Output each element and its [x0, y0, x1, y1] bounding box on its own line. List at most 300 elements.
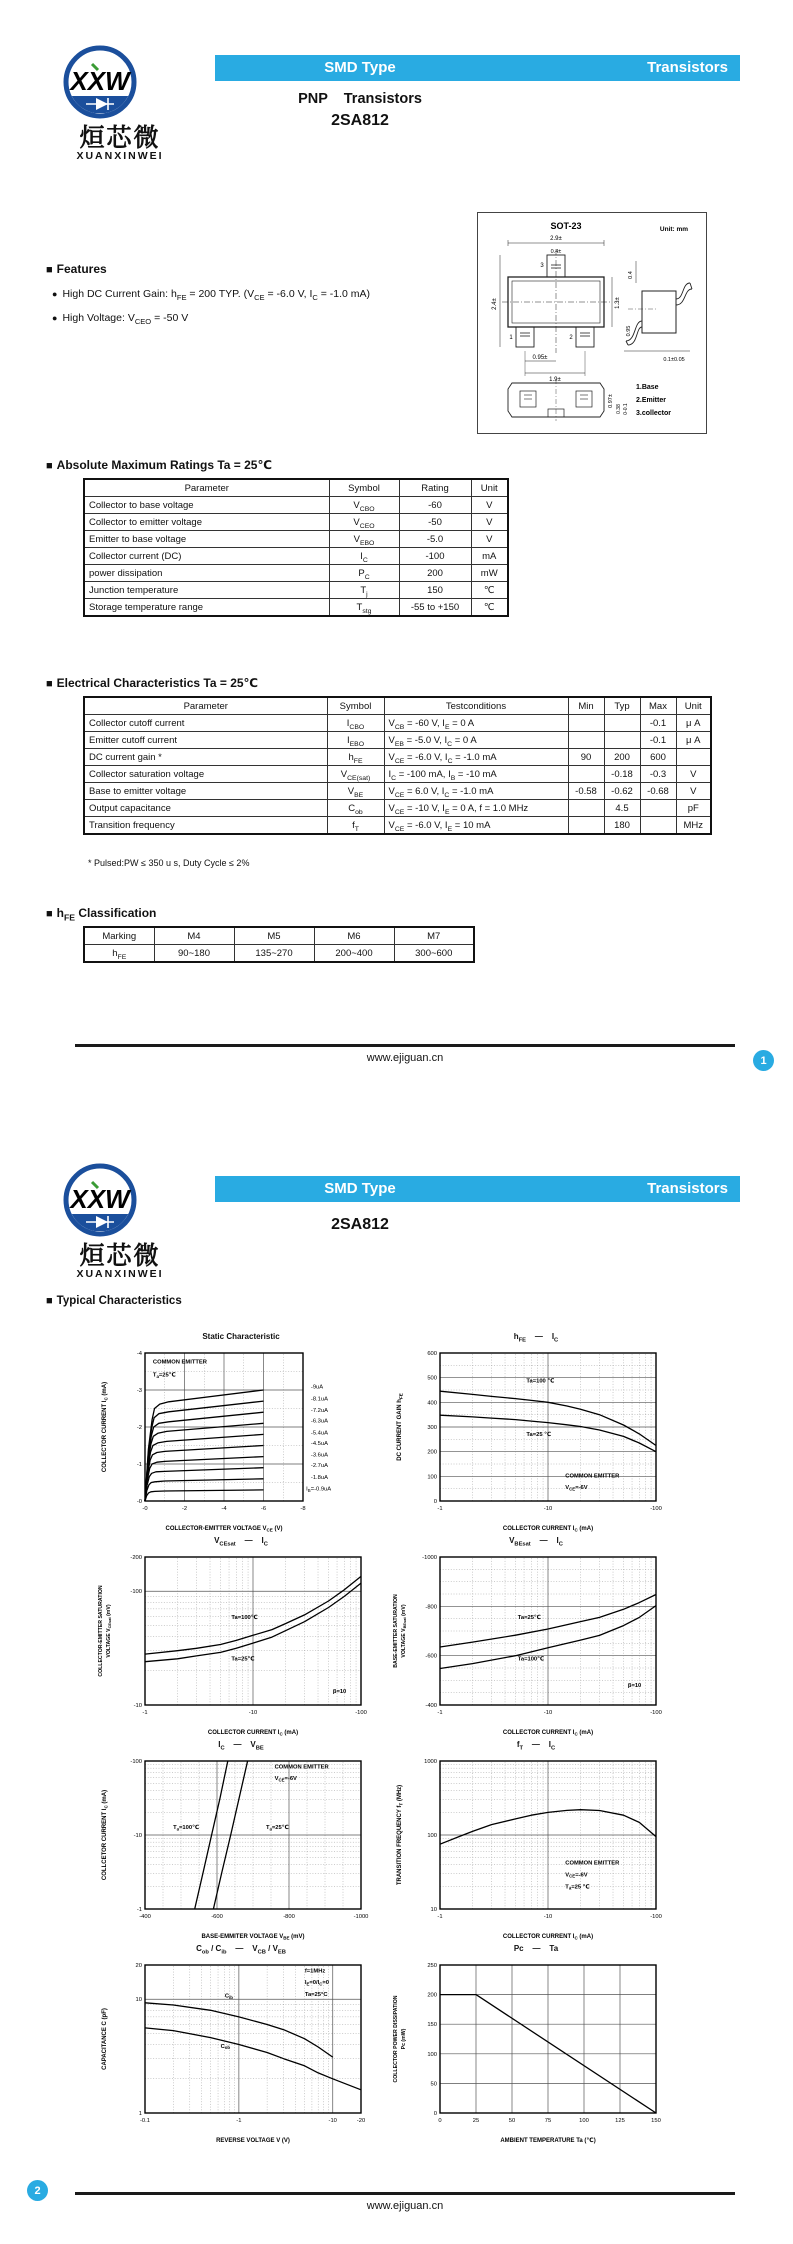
chart-static-characteristic-plot — [95, 1345, 387, 1533]
svg-text:VCE=-6V: $V_{CE}=-6V$ — [274, 1776, 297, 1783]
chart-capacitance-vs-voltage-plot — [95, 1957, 387, 2145]
svg-text:BASE-EMITTER SATURATION: BASE-EMITTER SATURATION — [393, 1594, 399, 1668]
svg-text:250: 250 — [427, 1963, 437, 1969]
svg-text:-6: -6 — [260, 1506, 267, 1512]
svg-text:-10: -10 — [328, 2118, 337, 2124]
chart-title: $I_C$ — $V_{BE}$ — [218, 1740, 264, 1752]
svg-text:COMMON EMITTER: COMMON EMITTER — [565, 1473, 620, 1480]
dim-foot-thickness: 0.1±0.05 — [663, 357, 685, 363]
table-cell: $V_{CB} = -60$ V, $I_E = 0$ A — [384, 715, 568, 732]
dim-lead-pitch: 0.95± — [532, 355, 548, 361]
svg-text:-100: -100 — [130, 1759, 142, 1765]
table-row — [84, 800, 711, 817]
svg-text:-100: -100 — [130, 1589, 142, 1596]
svg-text:100: 100 — [427, 1474, 437, 1481]
table-cell: μ A — [676, 732, 711, 749]
chart-title: Static Characteristic — [202, 1332, 280, 1341]
column-header: Rating — [399, 479, 471, 497]
svg-text:-400: -400 — [139, 1914, 151, 1920]
svg-text:COMMON EMITTER: COMMON EMITTER — [274, 1764, 329, 1771]
hfe-class-section-title: ■ $h_{FE}$ Classification — [46, 906, 157, 923]
svg-text:Ta=25℃: $T_a=25℃$ — [152, 1372, 176, 1379]
svg-text:-100: -100 — [355, 1710, 367, 1716]
svg-text:REVERSE VOLTAGE V (V): REVERSE VOLTAGE V (V) — [216, 2138, 290, 2144]
svg-text:0: 0 — [433, 1499, 437, 1505]
svg-text:COLLECTOR-EMITTER SATURATION: COLLECTOR-EMITTER SATURATION — [98, 1585, 104, 1677]
svg-text:VCE=-6V: $V_{CE}=-6V$ — [565, 1485, 588, 1492]
svg-text:-1: -1 — [142, 1710, 148, 1716]
svg-text:-2: -2 — [136, 1425, 142, 1431]
svg-text:-0: -0 — [142, 1506, 148, 1512]
table-cell — [568, 800, 604, 817]
table-cell: 90~180 — [154, 945, 234, 963]
hfe-class-table — [83, 926, 475, 963]
table-cell: Junction temperature — [84, 582, 329, 599]
section-marker: ■ — [46, 1295, 53, 1307]
svg-text:COLLECTOR-EMITTER VOLTAGE VCE: COLLECTOR-EMITTER VOLTAGE $V_{CE}$ (V) — [165, 1526, 283, 1533]
table-row — [84, 766, 711, 783]
svg-text:Cob: $C_{ob}$ — [220, 2043, 231, 2051]
svg-text:-1: -1 — [136, 1907, 142, 1913]
svg-text:-1000: -1000 — [353, 1914, 369, 1920]
chart-ic-vs-vbe — [95, 1740, 387, 1941]
svg-text:-100: -100 — [650, 1506, 662, 1512]
table-cell: 200 — [604, 749, 640, 766]
svg-text:125: 125 — [615, 2118, 625, 2124]
svg-text:Ta=25°C: Ta=25°C — [304, 1992, 328, 1999]
chart-pc-vs-ta-plot — [390, 1957, 682, 2145]
pin-legend-base: 1.Base — [636, 384, 659, 391]
logo-letters: XXW — [70, 1184, 130, 1214]
svg-text:150: 150 — [427, 2022, 437, 2029]
svg-text:-10: -10 — [543, 1710, 553, 1716]
abs-max-section-title: ■ Absolute Maximum Ratings Ta = 25℃ — [46, 458, 273, 472]
table-cell: Emitter to base voltage — [84, 531, 329, 548]
svg-text:-800: -800 — [425, 1604, 437, 1611]
column-header: Unit — [676, 697, 711, 715]
abs-max-table — [83, 478, 509, 617]
table-cell: $P_C$ — [329, 565, 399, 582]
table-cell: V — [471, 531, 508, 548]
table-cell — [568, 817, 604, 835]
svg-text:-4: -4 — [221, 1506, 227, 1512]
table-cell: -0.58 — [568, 783, 604, 800]
table-cell: -0.1 — [640, 732, 676, 749]
svg-text:0: 0 — [438, 2118, 442, 2124]
table-cell: ℃ — [471, 599, 508, 617]
table-cell: V — [676, 783, 711, 800]
svg-text:Ta=25 ℃: $T_a=25$ ℃ — [565, 1884, 590, 1891]
svg-text:Ta=100℃: $T_a=100℃$ — [173, 1825, 200, 1832]
svg-text:COMMON EMITTER: COMMON EMITTER — [152, 1359, 208, 1366]
table-cell: $T_j$ — [329, 582, 399, 599]
svg-text:Ta=25℃: $T_a=25℃$ — [265, 1825, 289, 1832]
svg-text:100: 100 — [427, 2051, 437, 2058]
table-cell — [676, 749, 711, 766]
dim-body-inner: 1.3± — [615, 297, 621, 309]
table-cell: Emitter cutoff current — [84, 732, 327, 749]
svg-text:IB=-0.9uA: $I_B=-0.9uA$ — [306, 1486, 332, 1493]
svg-text:VOLTAGE VCEsat (mV): VOLTAGE $V_{CEsat}$ (mV) — [106, 1604, 113, 1658]
chart-title: Pc — Ta — [513, 1944, 559, 1953]
table-cell: 150 — [399, 582, 471, 599]
table-row — [84, 565, 508, 582]
brand-name-cn: 烜芯微 — [79, 1242, 161, 1270]
table-cell: $V_{EB} = -5.0$ V, $I_C = 0$ A — [384, 732, 568, 749]
svg-text:-1000: -1000 — [422, 1555, 437, 1561]
svg-text:-9uA: -9uA — [310, 1384, 324, 1391]
table-cell: $V_{CE(sat)}$ — [327, 766, 384, 783]
table-cell: Collector to emitter voltage — [84, 514, 329, 531]
chart-vbesat-vs-ic-plot — [390, 1549, 682, 1737]
dim-body-width: 2.9± — [550, 236, 562, 242]
table-cell: mA — [471, 548, 508, 565]
type-line: PNP Transistors — [298, 91, 422, 107]
svg-text:COLLECTOR CURRENT IC (mA): COLLECTOR CURRENT $I_C$ (mA) — [207, 1730, 299, 1737]
table-cell: $T_{stg}$ — [329, 599, 399, 617]
table-cell: $V_{CE} = 6.0$ V, $I_C = -1.0$ mA — [384, 783, 568, 800]
svg-text:-10: -10 — [133, 1703, 142, 1709]
chart-title: $f_T$ — $I_C$ — [516, 1740, 556, 1752]
svg-text:DC CURRENT GAIN hFE: DC CURRENT GAIN $h_{FE}$ — [397, 1393, 404, 1461]
chart-ft-vs-ic — [390, 1740, 682, 1941]
column-header: Parameter — [84, 697, 327, 715]
table-cell: MHz — [676, 817, 711, 835]
typical-characteristics-title: ■ Typical Characteristics — [46, 1295, 182, 1307]
svg-text:COLLECTOR POWER DISSIPATION: COLLECTOR POWER DISSIPATION — [393, 1995, 399, 2083]
svg-text:-4: -4 — [136, 1351, 142, 1357]
section-marker: ■ — [46, 264, 53, 276]
svg-text:-2.7uA: -2.7uA — [310, 1462, 328, 1469]
svg-text:Pc (mW): Pc (mW) — [401, 2028, 407, 2050]
section-marker: ■ — [46, 908, 53, 920]
column-header: Testconditions — [384, 697, 568, 715]
table-header-row — [84, 927, 474, 945]
table-cell: $f_T$ — [327, 817, 384, 835]
table-cell: Storage temperature range — [84, 599, 329, 617]
elec-table — [83, 696, 712, 835]
table-cell: V — [471, 497, 508, 514]
svg-text:Ta=25 ℃: Ta=25 ℃ — [526, 1431, 552, 1438]
table-cell: $h_{FE}$ — [84, 945, 154, 963]
svg-text:-600: -600 — [425, 1653, 437, 1660]
svg-text:-1: -1 — [437, 1506, 443, 1512]
part-number: 2SA812 — [331, 1216, 389, 1233]
svg-text:200: 200 — [427, 1449, 437, 1456]
feature-item: ● High DC Current Gain: $h_{FE} = 200$ TYP. ($V_{CE} = -6.0$ V, $I_C = -1.0$ mA) — [52, 288, 371, 303]
table-cell: 135~270 — [234, 945, 314, 963]
svg-text:-3: -3 — [136, 1388, 142, 1394]
dim-side-top: 0.4 — [628, 271, 634, 279]
column-header: Parameter — [84, 479, 329, 497]
table-row — [84, 945, 474, 963]
svg-text:COLLCETOR CURRENT IC (mA): COLLCETOR CURRENT $I_C$ (mA) — [102, 1789, 109, 1881]
svg-text:200: 200 — [427, 1992, 437, 1999]
chart-title: $V_{BEsat}$ — $I_C$ — [509, 1536, 563, 1548]
table-row — [84, 497, 508, 514]
svg-text:β=10: β=10 — [332, 1689, 347, 1696]
svg-text:400: 400 — [427, 1400, 437, 1407]
table-cell: $I_{EBO}$ — [327, 732, 384, 749]
svg-text:-8: -8 — [300, 1506, 306, 1512]
svg-text:50: 50 — [508, 2118, 516, 2124]
svg-text:500: 500 — [427, 1375, 437, 1382]
svg-text:BASE-EMMITER VOLTAGE VBE (mV: BASE-EMMITER VOLTAGE $V_{BE}$ (mV) — [201, 1934, 305, 1941]
svg-text:600: 600 — [427, 1351, 437, 1357]
table-cell: $V_{CE} = -10$ V, $I_E = 0$ A, f = 1.0 MHz — [384, 800, 568, 817]
pulse-note: * Pulsed:PW ≤ 350 u s, Duty Cycle ≤ 2% — [88, 858, 250, 868]
chart-hfe-vs-ic-plot — [390, 1345, 682, 1533]
svg-text:TRANSITION FREQUENCY fT (MHz: TRANSITION FREQUENCY $f_T$ (MHz) — [397, 1784, 404, 1886]
package-side-view — [624, 261, 692, 351]
table-cell: Transition frequency — [84, 817, 327, 835]
dim-bottom-thickness: 0.38 — [616, 404, 622, 414]
svg-text:-6.3uA: -6.3uA — [310, 1418, 328, 1425]
brand-logo — [50, 40, 190, 170]
svg-text:Cib: $C_{ib}$ — [224, 1993, 233, 2000]
chart-pc-vs-ta — [390, 1944, 682, 2145]
svg-text:-10: -10 — [248, 1710, 258, 1716]
chart-ft-vs-ic-plot — [390, 1753, 682, 1941]
table-row — [84, 548, 508, 565]
table-cell: -5.0 — [399, 531, 471, 548]
svg-text:-8.1uA: -8.1uA — [310, 1396, 328, 1403]
svg-text:100: 100 — [579, 2118, 589, 2124]
chart-vcesat-vs-ic — [95, 1536, 387, 1737]
svg-text:-10: -10 — [543, 1506, 553, 1512]
svg-text:25: 25 — [472, 2118, 480, 2124]
svg-text:-4.5uA: -4.5uA — [310, 1440, 328, 1447]
dim-bottom-gap: 0-0.1 — [623, 403, 629, 415]
table-row — [84, 582, 508, 599]
header-bar — [215, 1176, 740, 1202]
svg-text:f=1MHz: f=1MHz — [304, 1968, 326, 1975]
dim-bottom-height: 0.97± — [608, 394, 614, 408]
table-cell — [568, 732, 604, 749]
svg-text:-10: -10 — [133, 1833, 142, 1839]
table-header-row — [84, 479, 508, 497]
page-number-badge: 2 — [27, 2180, 48, 2201]
svg-text:-1: -1 — [437, 1914, 443, 1920]
header-smd-type: SMD Type — [324, 1180, 396, 1197]
svg-text:-5.4uA: -5.4uA — [310, 1430, 328, 1437]
table-cell: -0.68 — [640, 783, 676, 800]
column-header: Marking — [84, 927, 154, 945]
footer-url: www.ejiguan.cn — [366, 1052, 444, 1064]
svg-text:50: 50 — [430, 2081, 437, 2088]
svg-text:-100: -100 — [650, 1914, 662, 1920]
table-cell: 200 — [399, 565, 471, 582]
svg-text:VCE=-6V: $V_{CE}=-6V$ — [565, 1872, 588, 1879]
svg-text:-20: -20 — [356, 2118, 366, 2124]
table-row — [84, 749, 711, 766]
table-cell: -50 — [399, 514, 471, 531]
column-header: Symbol — [327, 697, 384, 715]
section-marker: ■ — [46, 678, 53, 690]
table-cell — [568, 766, 604, 783]
brand-name-en: XUANXINWEI — [76, 150, 164, 162]
table-cell: μ A — [676, 715, 711, 732]
column-header: Max — [640, 697, 676, 715]
elec-section-title: ■ Electrical Characteristics Ta = 25℃ — [46, 676, 259, 690]
svg-text:-600: -600 — [211, 1914, 223, 1920]
table-cell: $V_{EBO}$ — [329, 531, 399, 548]
header-smd-type: SMD Type — [324, 59, 396, 76]
table-cell — [604, 715, 640, 732]
chart-title: $V_{CEsat}$ — $I_C$ — [214, 1536, 268, 1548]
footer-url: www.ejiguan.cn — [366, 2200, 444, 2212]
table-cell: 180 — [604, 817, 640, 835]
table-cell: Collector current (DC) — [84, 548, 329, 565]
pin2-number: 2 — [569, 335, 573, 341]
table-cell: DC current gain * — [84, 749, 327, 766]
table-cell: Output capacitance — [84, 800, 327, 817]
svg-text:1: 1 — [138, 2111, 142, 2117]
svg-text:COMMON EMITTER: COMMON EMITTER — [565, 1860, 620, 1867]
svg-text:150: 150 — [651, 2118, 661, 2124]
table-cell: mW — [471, 565, 508, 582]
svg-text:-1.8uA: -1.8uA — [310, 1474, 328, 1481]
chart-title: $C_{ob} / C_{ib}$ — $V_{CB} / V_{EB}$ — [196, 1944, 286, 1956]
column-header: M4 — [154, 927, 234, 945]
table-cell: Collector cutoff current — [84, 715, 327, 732]
svg-text:-200: -200 — [130, 1555, 142, 1561]
brand-name-en: XUANXINWEI — [76, 1268, 164, 1280]
svg-text:-0.1: -0.1 — [140, 2118, 150, 2124]
svg-text:Ta=100℃: Ta=100℃ — [517, 1656, 545, 1663]
chart-static-characteristic — [95, 1332, 387, 1533]
svg-text:Ta=25℃: Ta=25℃ — [231, 1656, 255, 1663]
svg-text:100: 100 — [427, 1833, 437, 1839]
table-cell: 200~400 — [314, 945, 394, 963]
table-cell: Collector saturation voltage — [84, 766, 327, 783]
feature-item: ● High Voltage: $V_{CEO} = -50$ V — [52, 312, 189, 327]
brand-logo-icon — [62, 44, 138, 120]
chart-title: $h_{FE}$ — $I_C$ — [513, 1332, 559, 1344]
svg-text:CAPACITANCE C (pF): CAPACITANCE C (pF) — [102, 2008, 108, 2070]
table-cell: pF — [676, 800, 711, 817]
svg-text:-100: -100 — [650, 1710, 662, 1716]
column-header: M5 — [234, 927, 314, 945]
svg-text:0: 0 — [433, 2111, 437, 2117]
svg-text:-800: -800 — [283, 1914, 295, 1920]
table-cell: ℃ — [471, 582, 508, 599]
table-cell: $I_{CBO}$ — [327, 715, 384, 732]
package-outline-drawing — [477, 212, 707, 434]
svg-text:10: 10 — [430, 1907, 437, 1913]
table-cell: $I_C$ — [329, 548, 399, 565]
table-cell: $I_C = -100$ mA, $I_B = -10$ mA — [384, 766, 568, 783]
svg-text:1000: 1000 — [424, 1759, 437, 1765]
bullet-icon: ● — [52, 313, 58, 323]
pin3-number: 3 — [540, 263, 544, 269]
svg-text:-2: -2 — [181, 1506, 188, 1512]
table-cell: power dissipation — [84, 565, 329, 582]
svg-text:-400: -400 — [425, 1703, 437, 1709]
chart-ic-vs-vbe-plot — [95, 1753, 387, 1941]
features-section-title: ■ Features — [46, 262, 107, 276]
dim-lead-span: 1.9± — [549, 377, 561, 383]
header-transistors: Transistors — [647, 1180, 728, 1197]
brand-logo — [50, 1158, 190, 1288]
table-cell: $V_{CEO}$ — [329, 514, 399, 531]
table-cell: 600 — [640, 749, 676, 766]
table-cell: -0.18 — [604, 766, 640, 783]
table-cell: -100 — [399, 548, 471, 565]
section-marker: ■ — [46, 460, 53, 472]
table-cell: -55 to +150 — [399, 599, 471, 617]
svg-text:-10: -10 — [543, 1914, 553, 1920]
svg-text:β=10: β=10 — [627, 1683, 642, 1690]
table-cell: $V_{CE} = -6.0$ V, $I_C = -1.0$ mA — [384, 749, 568, 766]
svg-text:75: 75 — [544, 2118, 552, 2124]
table-cell: 300~600 — [394, 945, 474, 963]
svg-text:Ta=25℃: Ta=25℃ — [517, 1615, 541, 1622]
header-transistors: Transistors — [647, 59, 728, 76]
column-header: Unit — [471, 479, 508, 497]
table-cell: $V_{CE} = -6.0$ V, $I_E = 10$ mA — [384, 817, 568, 835]
brand-name-cn: 烜芯微 — [79, 124, 161, 152]
chart-vcesat-vs-ic-plot — [95, 1549, 387, 1737]
svg-text:300: 300 — [427, 1425, 437, 1431]
dim-side-height: 0.95 — [626, 325, 632, 337]
svg-text:IE=0/IC=0: $I_E=0/I_C=0$ — [304, 1980, 329, 1987]
package-name: SOT-23 — [550, 221, 582, 231]
pin-legend-emitter: 2.Emitter — [636, 397, 666, 404]
table-row — [84, 783, 711, 800]
brand-logo-icon — [62, 1162, 138, 1238]
logo-letters: XXW — [70, 66, 130, 96]
table-cell: Base to emitter voltage — [84, 783, 327, 800]
table-row — [84, 531, 508, 548]
svg-text:COLLECTOR CURRENT IC (mA): COLLECTOR CURRENT $I_C$ (mA) — [502, 1526, 594, 1533]
table-cell: -60 — [399, 497, 471, 514]
part-number: 2SA812 — [331, 112, 389, 129]
table-row — [84, 715, 711, 732]
table-row — [84, 514, 508, 531]
package-unit: Unit: mm — [659, 226, 689, 233]
table-cell: V — [471, 514, 508, 531]
svg-text:-1: -1 — [236, 2118, 242, 2124]
svg-text:-1: -1 — [136, 1462, 142, 1468]
svg-text:COLLECTOR CURRENT IC (mA): COLLECTOR CURRENT $I_C$ (mA) — [502, 1730, 594, 1737]
table-cell — [604, 732, 640, 749]
chart-capacitance-vs-voltage — [95, 1944, 387, 2145]
pin-legend-collector: 3.collector — [636, 410, 672, 417]
table-cell: V — [676, 766, 711, 783]
svg-text:COLLECTOR CURRENT IC (mA): COLLECTOR CURRENT $I_C$ (mA) — [102, 1381, 109, 1473]
svg-text:COLLECTOR CURRENT IC (mA): COLLECTOR CURRENT $I_C$ (mA) — [502, 1934, 594, 1941]
svg-text:-0: -0 — [136, 1499, 142, 1505]
table-cell: $h_{FE}$ — [327, 749, 384, 766]
column-header: Symbol — [329, 479, 399, 497]
table-row — [84, 732, 711, 749]
table-cell: Collector to base voltage — [84, 497, 329, 514]
svg-text:AMBIENT TEMPERATURE Ta (℃): AMBIENT TEMPERATURE Ta (℃) — [500, 2138, 596, 2144]
column-header: Typ — [604, 697, 640, 715]
pin1-number: 1 — [509, 335, 513, 341]
column-header: Min — [568, 697, 604, 715]
table-cell: -0.1 — [640, 715, 676, 732]
svg-text:10: 10 — [135, 1997, 142, 2004]
svg-text:Ta=100 ℃: Ta=100 ℃ — [526, 1378, 555, 1385]
dim-lead-width: 0.4± — [550, 249, 562, 255]
svg-text:VOLTAGE VBEsat (mV): VOLTAGE $V_{BEsat}$ (mV) — [401, 1604, 408, 1658]
chart-vbesat-vs-ic — [390, 1536, 682, 1737]
svg-text:Ta=100℃: Ta=100℃ — [231, 1615, 258, 1622]
svg-text:-7.2uA: -7.2uA — [310, 1408, 328, 1415]
table-cell — [640, 800, 676, 817]
